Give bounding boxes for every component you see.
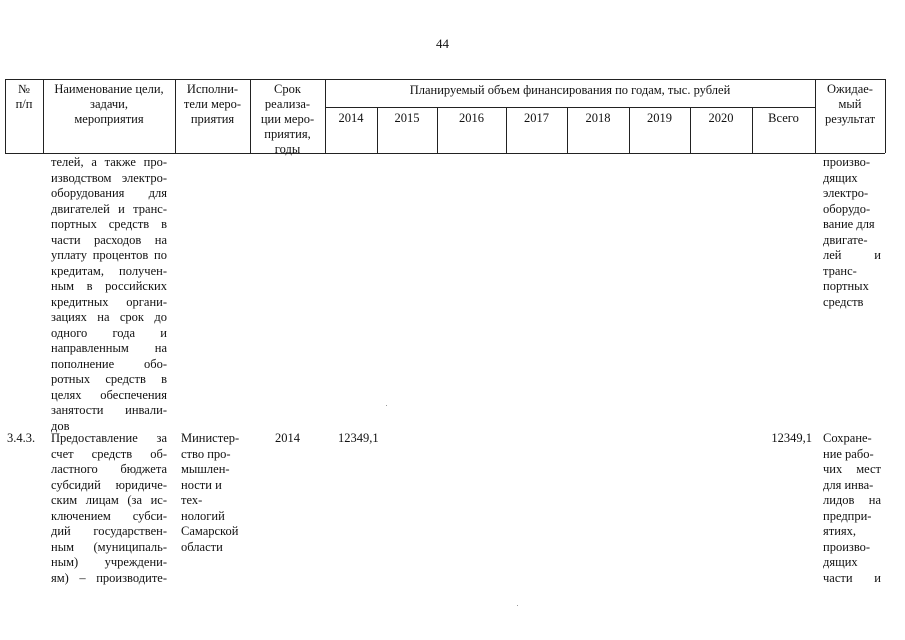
header-executor: Исполни- тели меро- приятия [183, 82, 242, 126]
header-total: Всего [768, 111, 799, 125]
row2-term: 2014 [275, 431, 300, 445]
row2-result: Сохране- ние рабо- чих мест для инва- лидов на предпри- ятиях, произво- дящих части и [823, 431, 881, 585]
scan-speck [386, 405, 387, 406]
row2-name: Предоставление за счет средств об- ластного бюджета субсидий юридиче- ским лицам (за ис- ключением субси- дий государствен- ным (муниципаль- ным) учреждени- ям) – производите- [51, 431, 167, 585]
header-year-2015: 2015 [394, 111, 420, 125]
row2-executor: Министер- ство про- мышлен- ности и тех- нологий Самарской области [181, 431, 240, 554]
header-year-2020: 2020 [708, 111, 734, 125]
header-number: № п/п [15, 82, 33, 111]
header-name: Наименование цели, задачи, мероприятия [54, 82, 164, 126]
scan-speck [517, 605, 518, 606]
row1-name: телей, а также про- изводством электро- оборудования для двигателей и транс- портных средств в части расходов на уплату процентов по кредитам, получен- ным в российских кредитных органи- зациях на срок до одного года и направленным на пополнение обо- ротных средств в целях обеспечения занятости инвали- дов [51, 155, 167, 433]
header-year-2018: 2018 [585, 111, 611, 125]
header-year-2019: 2019 [647, 111, 672, 125]
header-result: Ожидае- мый результат [824, 82, 876, 126]
header-year-2016: 2016 [459, 111, 484, 125]
header-year-2014: 2014 [338, 111, 364, 125]
row1-result: произво- дящих электро- оборудо- вание для двигате- лей и транс- портных средств [823, 155, 881, 309]
page-number: 44 [436, 36, 449, 51]
header-term: Срок реализа- ции меро- приятия, годы [260, 82, 315, 156]
header-year-2017: 2017 [524, 111, 549, 125]
row2-value-2014: 12349,1 [338, 431, 379, 445]
row2-total: 12349,1 [771, 431, 812, 445]
header-funding-title: Планируемый объем финансирования по годам, тыс. рублей [409, 83, 731, 97]
row2-number: 3.4.3. [7, 431, 36, 445]
